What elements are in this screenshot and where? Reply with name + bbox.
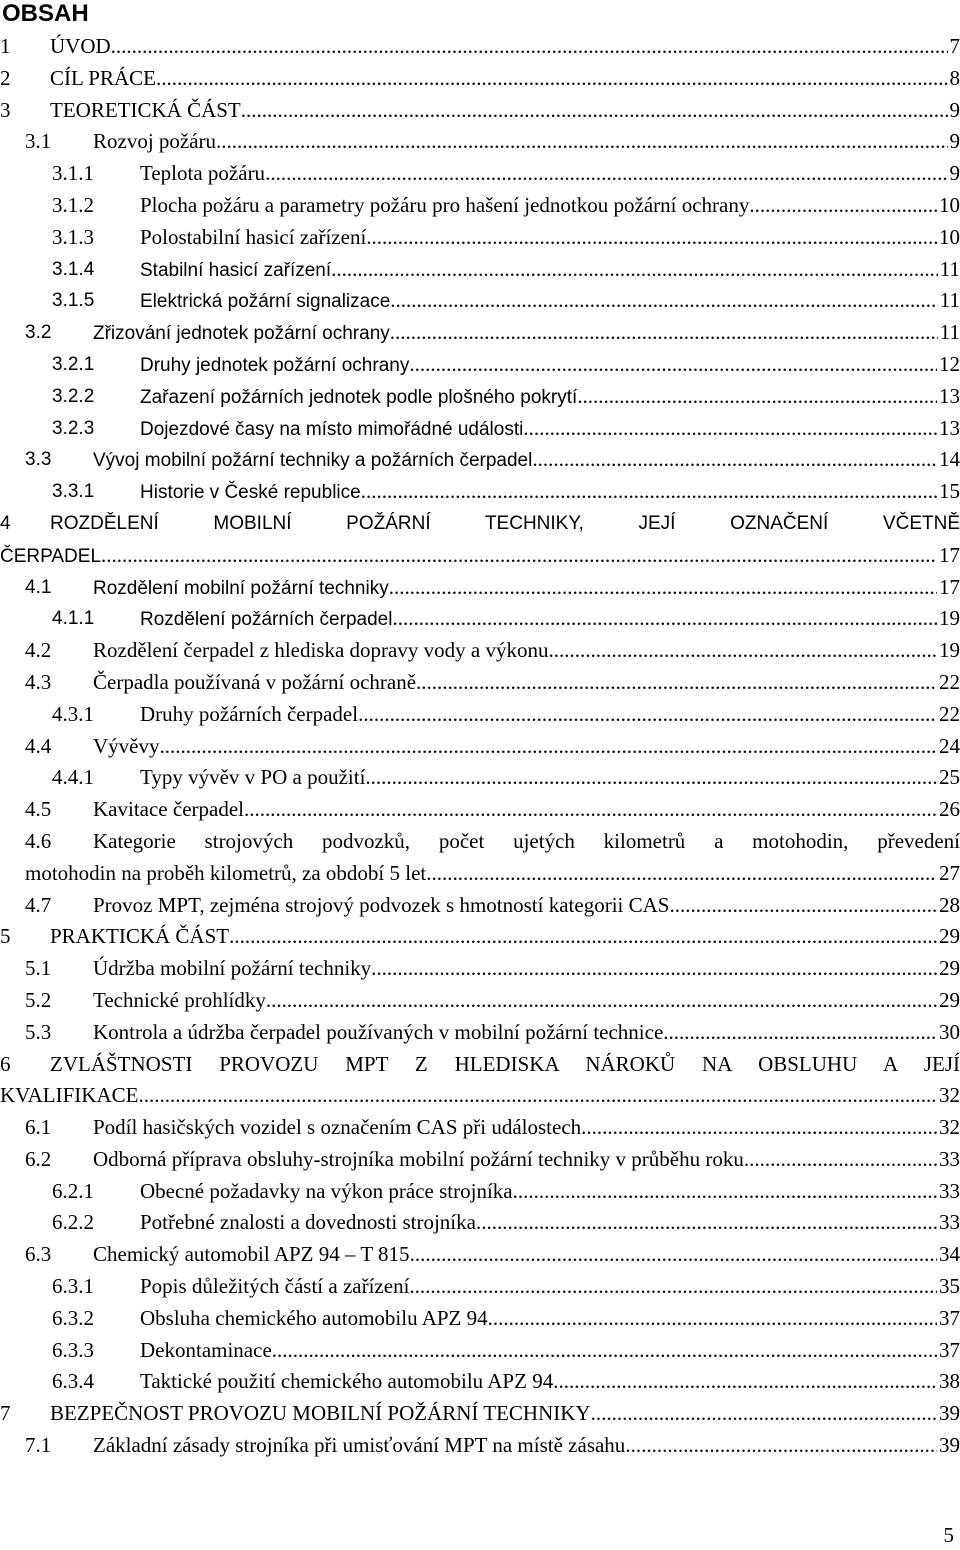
leader-dots	[365, 762, 937, 794]
toc-page: 32	[939, 1083, 960, 1108]
leader-dots	[523, 413, 937, 445]
toc-page: 32	[939, 1115, 960, 1140]
toc-page: 13	[939, 383, 960, 408]
leader-dots	[416, 667, 937, 699]
toc-page: 12	[939, 351, 960, 376]
toc-entry[interactable]	[0, 1335, 960, 1367]
toc-entry[interactable]	[0, 1303, 960, 1335]
toc-page: 26	[939, 797, 960, 822]
toc-page: 33	[939, 1178, 960, 1203]
leader-dots	[371, 953, 937, 985]
toc-page: 33	[939, 1146, 960, 1171]
toc-entry[interactable]	[0, 1207, 960, 1239]
toc-number: 5	[0, 924, 11, 949]
leader-dots	[101, 540, 937, 572]
toc-entry[interactable]	[0, 921, 960, 953]
toc-title: TEORETICKÁ ČÁST	[50, 95, 241, 127]
leader-dots	[409, 349, 937, 381]
toc-number: 3.1.2	[52, 192, 94, 217]
toc-entry[interactable]	[0, 794, 960, 826]
toc-entry[interactable]	[0, 890, 960, 922]
toc-number: 6	[0, 1051, 11, 1076]
leader-dots	[581, 1112, 937, 1144]
leader-dots	[488, 1303, 937, 1335]
toc-number: 3.3.1	[52, 481, 95, 503]
leader-dots	[361, 476, 937, 508]
toc-title: Popis důležitých částí a zařízení	[140, 1271, 409, 1303]
toc-title: Druhy jednotek požární ochrany	[140, 350, 409, 382]
toc-title: PRAKTICKÁ ČÁST	[50, 921, 229, 953]
toc-title: Historie v České republice	[140, 477, 361, 509]
toc-title: ROZDĚLENÍ MOBILNÍ POŽÁRNÍ TECHNIKY, JEJÍ OZNAČENÍ VČETNĚ	[50, 508, 960, 540]
toc-title: Chemický automobil APZ 94 – T 815	[93, 1239, 410, 1271]
toc-title: Stabilní hasicí zařízení	[140, 255, 331, 287]
toc-entry[interactable]	[0, 317, 960, 349]
leader-dots	[160, 731, 938, 763]
leader-dots	[476, 1207, 937, 1239]
toc-number: 7.1	[25, 1433, 52, 1458]
toc-title: Obsluha chemického automobilu APZ 94	[140, 1303, 488, 1335]
toc-page: 14	[939, 447, 960, 472]
toc-title: Teplota požáru	[140, 158, 265, 190]
leader-dots	[591, 1398, 937, 1430]
toc-number: 6.2.1	[52, 1178, 94, 1203]
toc-number: 7	[0, 1401, 11, 1426]
toc-title: Taktické použití chemického automobilu APZ 94	[140, 1366, 553, 1398]
toc-number: 4.4.1	[52, 765, 94, 790]
toc-number: 5.2	[25, 987, 52, 1012]
leader-dots	[410, 1239, 937, 1271]
toc-entry[interactable]	[0, 731, 960, 763]
toc-page: 19	[939, 606, 960, 631]
leader-dots	[216, 126, 947, 158]
leader-dots	[390, 317, 938, 349]
leader-dots	[389, 572, 937, 604]
leader-dots	[669, 890, 937, 922]
toc-entry[interactable]	[0, 1112, 960, 1144]
leader-dots	[331, 254, 938, 286]
toc-number: 6.3.1	[52, 1274, 94, 1299]
toc-title: Údržba mobilní požární techniky	[93, 953, 371, 985]
leader-dots	[625, 1430, 937, 1462]
toc-entry[interactable]	[0, 826, 960, 890]
toc-entry[interactable]	[0, 222, 960, 254]
toc-entry[interactable]	[0, 1430, 960, 1462]
toc-number: 6.3.3	[52, 1337, 94, 1362]
toc-number: 1	[0, 34, 11, 58]
toc-number: 3.1	[25, 129, 52, 154]
toc-title: Obecné požadavky na výkon práce strojníka	[140, 1176, 513, 1208]
toc-title: Vývěvy	[93, 731, 160, 763]
toc-title: Kavitace čerpadel	[93, 794, 244, 826]
table-of-contents	[0, 31, 960, 1462]
toc-title: CÍL PRÁCE	[50, 63, 156, 95]
toc-page: 10	[939, 192, 960, 217]
toc-entry[interactable]	[0, 31, 960, 63]
toc-page: 29	[939, 956, 960, 981]
toc-entry[interactable]	[0, 63, 960, 95]
toc-title: Elektrická požární signalizace	[140, 286, 390, 318]
toc-title: Rozdělení mobilní požární techniky	[93, 573, 389, 605]
toc-page: 10	[939, 224, 960, 249]
leader-dots	[548, 635, 937, 667]
toc-title: Dojezdové časy na místo mimořádné události	[140, 414, 523, 446]
toc-page: 39	[939, 1433, 960, 1458]
toc-number: 6.3.2	[52, 1305, 94, 1330]
toc-title: Rozdělení čerpadel z hlediska dopravy vody a výkonu	[93, 635, 548, 667]
toc-number: 3.3	[25, 449, 52, 471]
toc-page: 33	[939, 1210, 960, 1235]
leader-dots	[390, 285, 937, 317]
toc-title: Vývoj mobilní požární techniky a požárních čerpadel	[93, 445, 532, 477]
toc-entry[interactable]	[0, 158, 960, 190]
toc-page: 15	[939, 479, 960, 504]
leader-dots	[392, 603, 937, 635]
toc-entry[interactable]	[0, 1239, 960, 1271]
toc-page: 17	[939, 574, 960, 599]
toc-entry[interactable]	[0, 413, 960, 445]
toc-number: 6.1	[25, 1115, 52, 1140]
toc-page: 9	[949, 97, 960, 122]
toc-title: Čerpadla používaná v požární ochraně	[93, 667, 416, 699]
toc-title: Zřizování jednotek požární ochrany	[93, 318, 390, 350]
toc-page: 9	[949, 161, 960, 186]
toc-number: 4.4	[25, 733, 52, 758]
toc-number: 6.3	[25, 1242, 52, 1267]
toc-title: Plocha požáru a parametry požáru pro hašení jednotkou požární ochrany	[140, 190, 749, 222]
toc-number: 3.2	[25, 322, 52, 344]
toc-entry[interactable]	[0, 126, 960, 158]
leader-dots	[229, 921, 937, 953]
toc-entry[interactable]	[0, 1398, 960, 1430]
toc-page: 37	[939, 1337, 960, 1362]
toc-number: 4.2	[25, 638, 52, 663]
toc-title: Typy vývěv v PO a použití	[140, 762, 365, 794]
leader-dots	[156, 63, 948, 95]
leader-dots	[513, 1176, 937, 1208]
toc-entry[interactable]	[0, 190, 960, 222]
toc-number: 4.7	[25, 892, 52, 917]
toc-title: Provoz MPT, zejména strojový podvozek s hmotností kategorii CAS	[93, 890, 669, 922]
toc-entry[interactable]	[0, 635, 960, 667]
page-title: OBSAH	[2, 0, 89, 27]
toc-title-continued: ČERPADEL	[0, 541, 101, 573]
toc-page: 19	[939, 638, 960, 663]
toc-page: 22	[939, 669, 960, 694]
toc-number: 3.1.5	[52, 290, 95, 312]
leader-dots	[532, 444, 937, 476]
toc-number: 5.3	[25, 1019, 52, 1044]
toc-entry[interactable]	[0, 1271, 960, 1303]
toc-number: 3.1.3	[52, 224, 94, 249]
toc-page: 37	[939, 1305, 960, 1330]
leader-dots	[749, 190, 937, 222]
page-number: 5	[943, 1523, 954, 1547]
leader-dots	[111, 31, 948, 63]
leader-dots	[241, 95, 948, 127]
toc-number: 6.2.2	[52, 1210, 94, 1235]
toc-title: Kontrola a údržba čerpadel používaných v mobilní požární technice	[93, 1017, 663, 1049]
toc-number: 5.1	[25, 956, 52, 981]
leader-dots	[265, 158, 947, 190]
toc-number: 3.2.3	[52, 417, 95, 439]
toc-entry[interactable]	[0, 699, 960, 731]
toc-entry[interactable]	[0, 349, 960, 381]
leader-dots	[553, 1366, 937, 1398]
toc-entry[interactable]	[0, 667, 960, 699]
toc-number: 6.3.4	[52, 1369, 94, 1394]
toc-page: 27	[939, 860, 960, 885]
toc-page: 7	[949, 34, 960, 58]
toc-number: 4.1	[25, 576, 52, 598]
toc-page: 29	[939, 924, 960, 949]
toc-title: Rozvoj požáru	[93, 126, 216, 158]
toc-title: Polostabilní hasicí zařízení	[140, 222, 366, 254]
toc-title-continued: motohodin na proběh kilometrů, za období 5 let	[25, 858, 426, 890]
toc-number: 2	[0, 65, 11, 90]
leader-dots	[358, 699, 937, 731]
toc-page: 28	[939, 892, 960, 917]
toc-page: 29	[939, 987, 960, 1012]
toc-title: Podíl hasičských vozidel s označením CAS při událostech	[93, 1112, 581, 1144]
toc-number: 4.3.1	[52, 701, 94, 726]
toc-title: Zařazení požárních jednotek podle plošného pokrytí	[140, 382, 577, 414]
toc-entry[interactable]	[0, 95, 960, 127]
toc-title: BEZPEČNOST PROVOZU MOBILNÍ POŽÁRNÍ TECHNIKY	[50, 1398, 591, 1430]
toc-entry[interactable]	[0, 285, 960, 317]
toc-entry[interactable]	[0, 444, 960, 476]
toc-entry[interactable]	[0, 603, 960, 635]
toc-entry[interactable]	[0, 953, 960, 985]
toc-page: 38	[939, 1369, 960, 1394]
toc-number: 3.1.4	[52, 258, 95, 280]
toc-entry[interactable]	[0, 508, 960, 572]
toc-page: 30	[939, 1019, 960, 1044]
toc-number: 4.3	[25, 669, 52, 694]
toc-number: 6.2	[25, 1146, 52, 1171]
toc-title: Základní zásady strojníka při umisťování MPT na místě zásahu	[93, 1430, 625, 1462]
toc-page: 35	[939, 1274, 960, 1299]
toc-title: Rozdělení požárních čerpadel	[140, 604, 392, 636]
toc-entry[interactable]	[0, 381, 960, 413]
toc-page: 39	[939, 1401, 960, 1426]
toc-entry[interactable]	[0, 254, 960, 286]
leader-dots	[266, 985, 937, 1017]
toc-number: 3.2.2	[52, 385, 95, 407]
toc-page: 11	[939, 320, 960, 345]
toc-number: 4.5	[25, 797, 52, 822]
toc-title: Potřebné znalosti a dovednosti strojníka	[140, 1207, 476, 1239]
toc-page: 13	[939, 415, 960, 440]
toc-number: 4.1.1	[52, 608, 95, 630]
toc-page: 24	[939, 733, 960, 758]
toc-entry[interactable]	[0, 1176, 960, 1208]
toc-page: 22	[939, 701, 960, 726]
leader-dots	[577, 381, 937, 413]
toc-title: ZVLÁŠTNOSTI PROVOZU MPT Z HLEDISKA NÁROKŮ NA OBSLUHU A JEJÍ	[50, 1049, 960, 1081]
toc-title: Technické prohlídky	[93, 985, 266, 1017]
leader-dots	[409, 1271, 937, 1303]
toc-page: 8	[949, 65, 960, 90]
toc-title: ÚVOD	[50, 31, 111, 63]
toc-entry[interactable]	[0, 985, 960, 1017]
leader-dots	[366, 222, 937, 254]
leader-dots	[138, 1080, 937, 1112]
toc-entry[interactable]	[0, 1144, 960, 1176]
toc-title: Druhy požárních čerpadel	[140, 699, 358, 731]
toc-entry[interactable]	[0, 476, 960, 508]
leader-dots	[272, 1335, 937, 1367]
leader-dots	[663, 1017, 937, 1049]
toc-page: 11	[939, 288, 960, 313]
leader-dots	[744, 1144, 937, 1176]
toc-entry[interactable]	[0, 1366, 960, 1398]
toc-title-continued: KVALIFIKACE	[0, 1080, 138, 1112]
toc-page: 11	[939, 256, 960, 281]
toc-page: 9	[949, 129, 960, 154]
toc-title: Odborná příprava obsluhy-strojníka mobilní požární techniky v průběhu roku	[93, 1144, 744, 1176]
toc-number: 3.2.1	[52, 353, 95, 375]
toc-number: 3	[0, 97, 11, 122]
leader-dots	[244, 794, 937, 826]
toc-entry[interactable]	[0, 1049, 960, 1113]
toc-number: 3.1.1	[52, 161, 94, 186]
toc-entry[interactable]	[0, 572, 960, 604]
toc-entry[interactable]	[0, 762, 960, 794]
toc-entry[interactable]	[0, 1017, 960, 1049]
toc-number: 4.6	[25, 828, 52, 853]
leader-dots	[426, 858, 937, 890]
toc-page: 34	[939, 1242, 960, 1267]
toc-title: Dekontaminace	[140, 1335, 272, 1367]
toc-page: 25	[939, 765, 960, 790]
toc-title: Kategorie strojových podvozků, počet ujetých kilometrů a motohodin, převedení	[93, 826, 960, 858]
toc-page: 17	[939, 542, 960, 567]
toc-number: 4	[0, 512, 11, 534]
